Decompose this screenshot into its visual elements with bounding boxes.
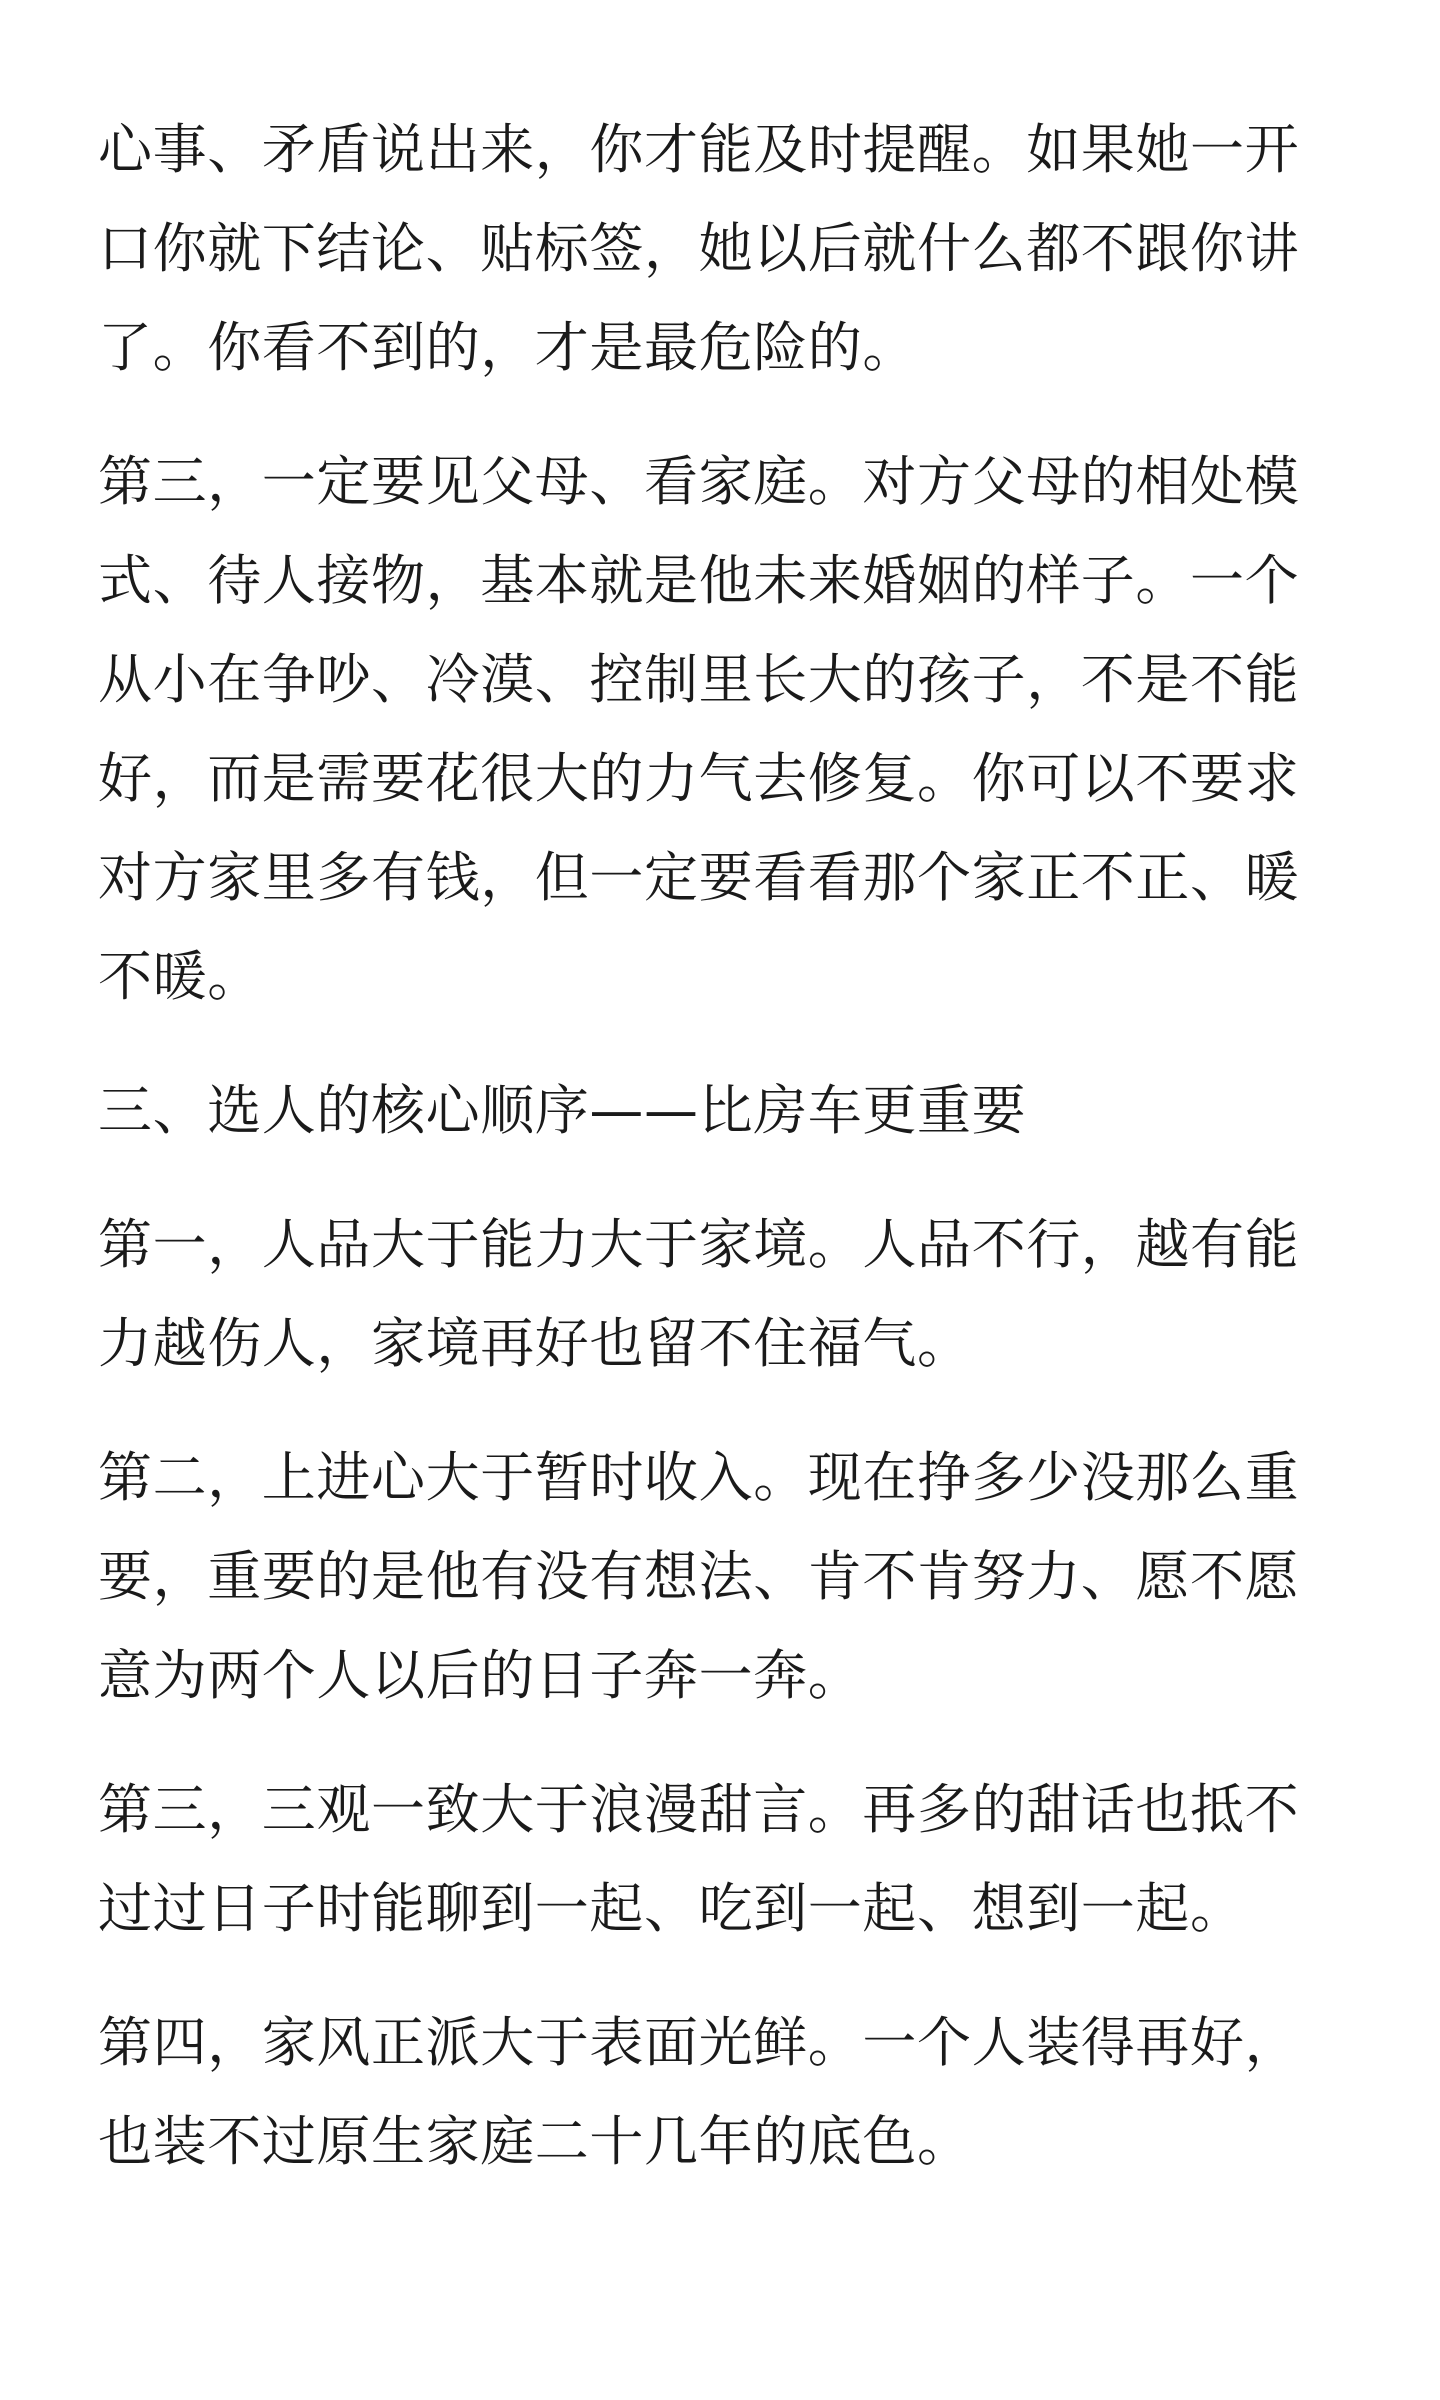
text-line: 不暖。	[98, 945, 262, 1008]
section-heading	[98, 1061, 1354, 1160]
text-line: 意为两个人以后的日子奔一奔。	[98, 1644, 863, 1707]
text-line: 第二，上进心大于暂时收入。现在挣多少没那么重	[98, 1446, 1300, 1509]
text-line: 心事、矛盾说出来，你才能及时提醒。如果她一开	[98, 118, 1300, 181]
paragraph-shared-values	[98, 1760, 1354, 1958]
text-line: 第三，三观一致大于浪漫甜言。再多的甜话也抵不	[98, 1778, 1300, 1841]
text-line: 第四，家风正派大于表面光鲜。一个人装得再好，	[98, 2011, 1300, 2074]
text-line: 对方家里多有钱，但一定要看看那个家正不正、暖	[98, 846, 1300, 909]
paragraph-ambition	[98, 1428, 1354, 1725]
text-line: 式、待人接物，基本就是他未来婚姻的样子。一个	[98, 549, 1300, 612]
text-line: 力越伤人，家境再好也留不住福气。	[98, 1312, 972, 1375]
paragraph-character-first	[98, 1195, 1354, 1393]
text-line: 了。你看不到的，才是最危险的。	[98, 316, 917, 379]
text-line: 也装不过原生家庭二十几年的底色。	[98, 2110, 972, 2173]
text-line: 要，重要的是他有没有想法、肯不肯努力、愿不愿	[98, 1545, 1300, 1608]
paragraph-meet-parents	[98, 432, 1354, 1026]
text-line: 第一，人品大于能力大于家境。人品不行，越有能	[98, 1213, 1300, 1276]
text-line: 过过日子时能聊到一起、吃到一起、想到一起。	[98, 1877, 1245, 1940]
text-line: 口你就下结论、贴标签，她以后就什么都不跟你讲	[98, 217, 1300, 280]
section-heading-text: 三、选人的核心顺序——比房车更重要	[98, 1079, 1027, 1142]
paragraph-share-concerns	[98, 100, 1354, 397]
text-line: 从小在争吵、冷漠、控制里长大的孩子，不是不能	[98, 648, 1300, 711]
text-line: 好，而是需要花很大的力气去修复。你可以不要求	[98, 747, 1300, 810]
text-line: 第三，一定要见父母、看家庭。对方父母的相处模	[98, 450, 1300, 513]
paragraph-family-values	[98, 1993, 1354, 2191]
article-body	[98, 100, 1354, 2226]
